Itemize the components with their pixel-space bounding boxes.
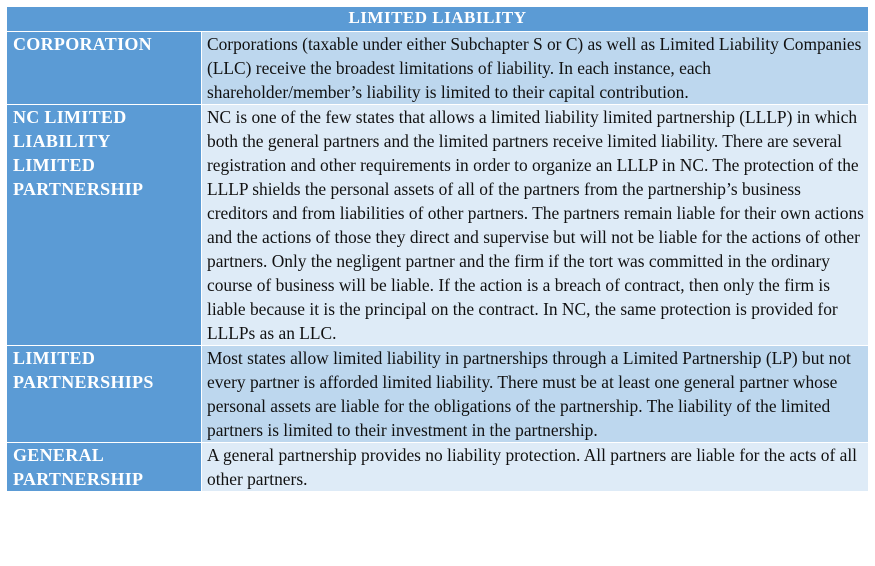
table-title: LIMITED LIABILITY	[7, 7, 869, 32]
table-row	[7, 32, 869, 105]
table-row	[7, 105, 869, 346]
row-description: NC is one of the few states that allows a limited liability limited partnership (LLLP) in which both the general partners and the limited partners receive limited liability. There are several registration and other requirements in order to organize an LLLP in NC. The protection of the LLLP shields the personal assets of all of the partners from the partnership’s business creditors and from liabilities of other partners. The partners remain liable for their own actions and the actions of those they direct and supervise but will not be liable for the actions of other partners. Only the negligent partner and the firm if the tort was committed in the ordinary course of business will be liable. If the action is a breach of contract, then only the firm is liable because it is the principal on the contract. In NC, the same protection is provided for LLLPs as an LLC.	[202, 105, 869, 346]
table-row	[7, 443, 869, 492]
table-row	[7, 346, 869, 443]
row-description: Corporations (taxable under either Subchapter S or C) as well as Limited Liability Companies (LLC) receive the broadest limitations of liability. In each instance, each shareholder/member’s liability is limited to their capital contribution.	[202, 32, 869, 105]
row-label: LIMITED PARTNERSHIPS	[7, 346, 202, 443]
row-label: NC LIMITED LIABILITY LIMITED PARTNERSHIP	[7, 105, 202, 346]
limited-liability-table	[6, 6, 869, 492]
row-description: Most states allow limited liability in partnerships through a Limited Partnership (LP) but not every partner is afforded limited liability. There must be at least one general partner whose personal assets are liable for the obligations of the partnership. The liability of the limited partners is limited to their investment in the partnership.	[202, 346, 869, 443]
row-label: GENERAL PARTNERSHIP	[7, 443, 202, 492]
row-label: CORPORATION	[7, 32, 202, 105]
table-title-row	[7, 7, 869, 32]
row-description: A general partnership provides no liability protection. All partners are liable for the acts of all other partners.	[202, 443, 869, 492]
